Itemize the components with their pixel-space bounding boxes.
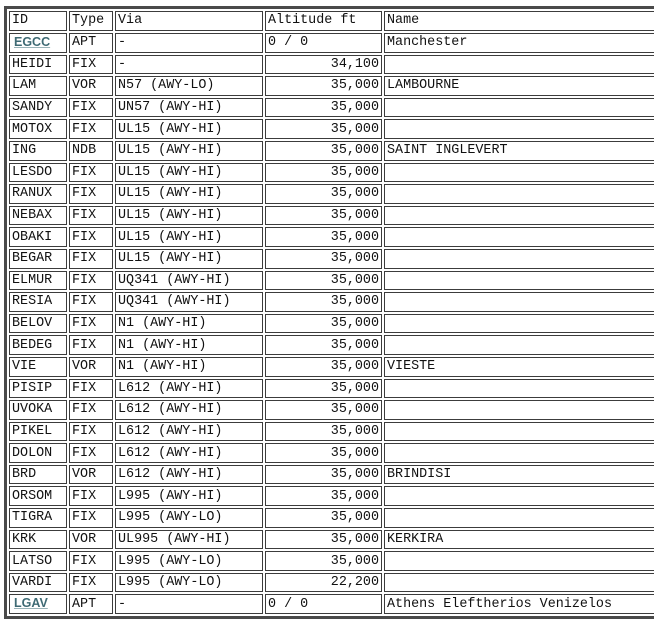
cell-type: FIX bbox=[69, 163, 113, 183]
cell-type: FIX bbox=[69, 98, 113, 118]
cell-id: ORSOM bbox=[9, 486, 67, 506]
table-row bbox=[9, 422, 654, 442]
cell-id: OBAKI bbox=[9, 227, 67, 247]
cell-name bbox=[384, 573, 654, 593]
cell-via: N1 (AWY-HI) bbox=[115, 357, 263, 377]
cell-name bbox=[384, 55, 654, 75]
cell-id: VIE bbox=[9, 357, 67, 377]
cell-via: - bbox=[115, 33, 263, 53]
cell-altitude: 0 / 0 bbox=[265, 594, 382, 614]
cell-id: ELMUR bbox=[9, 271, 67, 291]
cell-altitude: 35,000 bbox=[265, 119, 382, 139]
cell-name bbox=[384, 379, 654, 399]
cell-via: UQ341 (AWY-HI) bbox=[115, 292, 263, 312]
cell-name: LAMBOURNE bbox=[384, 76, 654, 96]
cell-via: L995 (AWY-HI) bbox=[115, 486, 263, 506]
cell-via: L612 (AWY-HI) bbox=[115, 400, 263, 420]
cell-name: Athens Eleftherios Venizelos bbox=[384, 594, 654, 614]
cell-type: FIX bbox=[69, 573, 113, 593]
table-row bbox=[9, 98, 654, 118]
cell-id: RANUX bbox=[9, 184, 67, 204]
table-row bbox=[9, 292, 654, 312]
cell-altitude: 35,000 bbox=[265, 141, 382, 161]
cell-name bbox=[384, 551, 654, 571]
cell-type: FIX bbox=[69, 119, 113, 139]
column-header-altitude: Altitude ft bbox=[265, 11, 382, 31]
cell-type: VOR bbox=[69, 530, 113, 550]
table-row bbox=[9, 508, 654, 528]
column-header-type: Type bbox=[69, 11, 113, 31]
cell-name bbox=[384, 400, 654, 420]
cell-id: SANDY bbox=[9, 98, 67, 118]
cell-via: L612 (AWY-HI) bbox=[115, 465, 263, 485]
cell-id: LATSO bbox=[9, 551, 67, 571]
airport-link[interactable]: EGCC bbox=[14, 34, 51, 49]
cell-altitude: 35,000 bbox=[265, 551, 382, 571]
cell-via: UL15 (AWY-HI) bbox=[115, 249, 263, 269]
cell-id: TIGRA bbox=[9, 508, 67, 528]
cell-via: N1 (AWY-HI) bbox=[115, 335, 263, 355]
flight-route-table bbox=[4, 6, 654, 619]
cell-altitude: 35,000 bbox=[265, 465, 382, 485]
cell-type: FIX bbox=[69, 271, 113, 291]
cell-altitude: 35,000 bbox=[265, 227, 382, 247]
cell-altitude: 35,000 bbox=[265, 335, 382, 355]
cell-id: RESIA bbox=[9, 292, 67, 312]
cell-altitude: 35,000 bbox=[265, 530, 382, 550]
cell-type: FIX bbox=[69, 184, 113, 204]
table-row bbox=[9, 379, 654, 399]
table-row bbox=[9, 465, 654, 485]
cell-name: BRINDISI bbox=[384, 465, 654, 485]
cell-via: UL15 (AWY-HI) bbox=[115, 206, 263, 226]
cell-via: UL995 (AWY-HI) bbox=[115, 530, 263, 550]
table-row bbox=[9, 119, 654, 139]
cell-altitude: 35,000 bbox=[265, 422, 382, 442]
cell-type: NDB bbox=[69, 141, 113, 161]
cell-altitude: 35,000 bbox=[265, 379, 382, 399]
cell-altitude: 35,000 bbox=[265, 249, 382, 269]
cell-name: VIESTE bbox=[384, 357, 654, 377]
table-row bbox=[9, 551, 654, 571]
table-row bbox=[9, 163, 654, 183]
cell-altitude: 35,000 bbox=[265, 443, 382, 463]
cell-name bbox=[384, 486, 654, 506]
cell-altitude: 35,000 bbox=[265, 184, 382, 204]
cell-altitude: 34,100 bbox=[265, 55, 382, 75]
column-header-name: Name bbox=[384, 11, 654, 31]
table-row bbox=[9, 206, 654, 226]
cell-altitude: 35,000 bbox=[265, 98, 382, 118]
cell-id: BEGAR bbox=[9, 249, 67, 269]
route-table-container bbox=[6, 8, 654, 619]
table-row bbox=[9, 55, 654, 75]
cell-id: MOTOX bbox=[9, 119, 67, 139]
cell-type: VOR bbox=[69, 465, 113, 485]
cell-type: VOR bbox=[69, 76, 113, 96]
table-row bbox=[9, 33, 654, 53]
cell-via: L995 (AWY-LO) bbox=[115, 573, 263, 593]
cell-type: FIX bbox=[69, 400, 113, 420]
cell-id: DOLON bbox=[9, 443, 67, 463]
cell-via: L612 (AWY-HI) bbox=[115, 443, 263, 463]
table-row bbox=[9, 184, 654, 204]
cell-name bbox=[384, 508, 654, 528]
airport-link[interactable]: LGAV bbox=[14, 596, 48, 611]
cell-via: UQ341 (AWY-HI) bbox=[115, 271, 263, 291]
cell-type: FIX bbox=[69, 422, 113, 442]
cell-type: FIX bbox=[69, 292, 113, 312]
cell-name bbox=[384, 98, 654, 118]
cell-id: NEBAX bbox=[9, 206, 67, 226]
cell-type: FIX bbox=[69, 206, 113, 226]
cell-id: HEIDI bbox=[9, 55, 67, 75]
cell-altitude: 0 / 0 bbox=[265, 33, 382, 53]
cell-id: UVOKA bbox=[9, 400, 67, 420]
cell-id: BEDEG bbox=[9, 335, 67, 355]
table-row bbox=[9, 271, 654, 291]
cell-altitude: 35,000 bbox=[265, 486, 382, 506]
cell-altitude: 35,000 bbox=[265, 508, 382, 528]
cell-name: Manchester bbox=[384, 33, 654, 53]
cell-id: ING bbox=[9, 141, 67, 161]
cell-via: UL15 (AWY-HI) bbox=[115, 184, 263, 204]
cell-altitude: 35,000 bbox=[265, 314, 382, 334]
cell-type: FIX bbox=[69, 55, 113, 75]
cell-name bbox=[384, 249, 654, 269]
cell-type: FIX bbox=[69, 379, 113, 399]
table-row bbox=[9, 486, 654, 506]
cell-type: FIX bbox=[69, 227, 113, 247]
cell-altitude: 35,000 bbox=[265, 76, 382, 96]
cell-via: L995 (AWY-LO) bbox=[115, 551, 263, 571]
cell-altitude: 35,000 bbox=[265, 292, 382, 312]
column-header-via: Via bbox=[115, 11, 263, 31]
cell-name bbox=[384, 119, 654, 139]
cell-via: UL15 (AWY-HI) bbox=[115, 119, 263, 139]
cell-via: L612 (AWY-HI) bbox=[115, 379, 263, 399]
cell-name bbox=[384, 271, 654, 291]
cell-type: FIX bbox=[69, 508, 113, 528]
table-row bbox=[9, 249, 654, 269]
cell-name bbox=[384, 443, 654, 463]
cell-altitude: 35,000 bbox=[265, 206, 382, 226]
cell-name bbox=[384, 292, 654, 312]
cell-id[interactable] bbox=[9, 33, 67, 53]
cell-id: PIKEL bbox=[9, 422, 67, 442]
cell-name bbox=[384, 163, 654, 183]
cell-type: APT bbox=[69, 594, 113, 614]
table-body bbox=[9, 33, 654, 615]
cell-via: UN57 (AWY-HI) bbox=[115, 98, 263, 118]
cell-via: L612 (AWY-HI) bbox=[115, 422, 263, 442]
cell-type: FIX bbox=[69, 551, 113, 571]
cell-name: KERKIRA bbox=[384, 530, 654, 550]
cell-via: L995 (AWY-LO) bbox=[115, 508, 263, 528]
cell-name bbox=[384, 314, 654, 334]
table-row bbox=[9, 335, 654, 355]
cell-altitude: 22,200 bbox=[265, 573, 382, 593]
table-header-row bbox=[9, 11, 654, 31]
table-row bbox=[9, 400, 654, 420]
cell-id: LESDO bbox=[9, 163, 67, 183]
cell-id[interactable] bbox=[9, 594, 67, 614]
cell-name bbox=[384, 422, 654, 442]
cell-id: BELOV bbox=[9, 314, 67, 334]
cell-id: KRK bbox=[9, 530, 67, 550]
cell-altitude: 35,000 bbox=[265, 163, 382, 183]
table-row bbox=[9, 141, 654, 161]
cell-via: UL15 (AWY-HI) bbox=[115, 163, 263, 183]
table-row bbox=[9, 76, 654, 96]
cell-altitude: 35,000 bbox=[265, 400, 382, 420]
cell-via: N1 (AWY-HI) bbox=[115, 314, 263, 334]
cell-via: N57 (AWY-LO) bbox=[115, 76, 263, 96]
cell-altitude: 35,000 bbox=[265, 271, 382, 291]
cell-via: UL15 (AWY-HI) bbox=[115, 141, 263, 161]
table-row bbox=[9, 227, 654, 247]
cell-name bbox=[384, 206, 654, 226]
cell-via: - bbox=[115, 55, 263, 75]
column-header-id: ID bbox=[9, 11, 67, 31]
cell-id: BRD bbox=[9, 465, 67, 485]
table-row bbox=[9, 443, 654, 463]
cell-type: FIX bbox=[69, 249, 113, 269]
cell-type: FIX bbox=[69, 443, 113, 463]
cell-type: APT bbox=[69, 33, 113, 53]
table-row bbox=[9, 530, 654, 550]
cell-via: UL15 (AWY-HI) bbox=[115, 227, 263, 247]
cell-via: - bbox=[115, 594, 263, 614]
table-row bbox=[9, 573, 654, 593]
cell-name bbox=[384, 184, 654, 204]
cell-type: FIX bbox=[69, 314, 113, 334]
table-row bbox=[9, 357, 654, 377]
cell-type: FIX bbox=[69, 486, 113, 506]
cell-altitude: 35,000 bbox=[265, 357, 382, 377]
cell-name: SAINT INGLEVERT bbox=[384, 141, 654, 161]
cell-id: VARDI bbox=[9, 573, 67, 593]
cell-type: FIX bbox=[69, 335, 113, 355]
cell-name bbox=[384, 335, 654, 355]
cell-id: PISIP bbox=[9, 379, 67, 399]
cell-id: LAM bbox=[9, 76, 67, 96]
table-row bbox=[9, 314, 654, 334]
table-row bbox=[9, 594, 654, 614]
cell-type: VOR bbox=[69, 357, 113, 377]
cell-name bbox=[384, 227, 654, 247]
